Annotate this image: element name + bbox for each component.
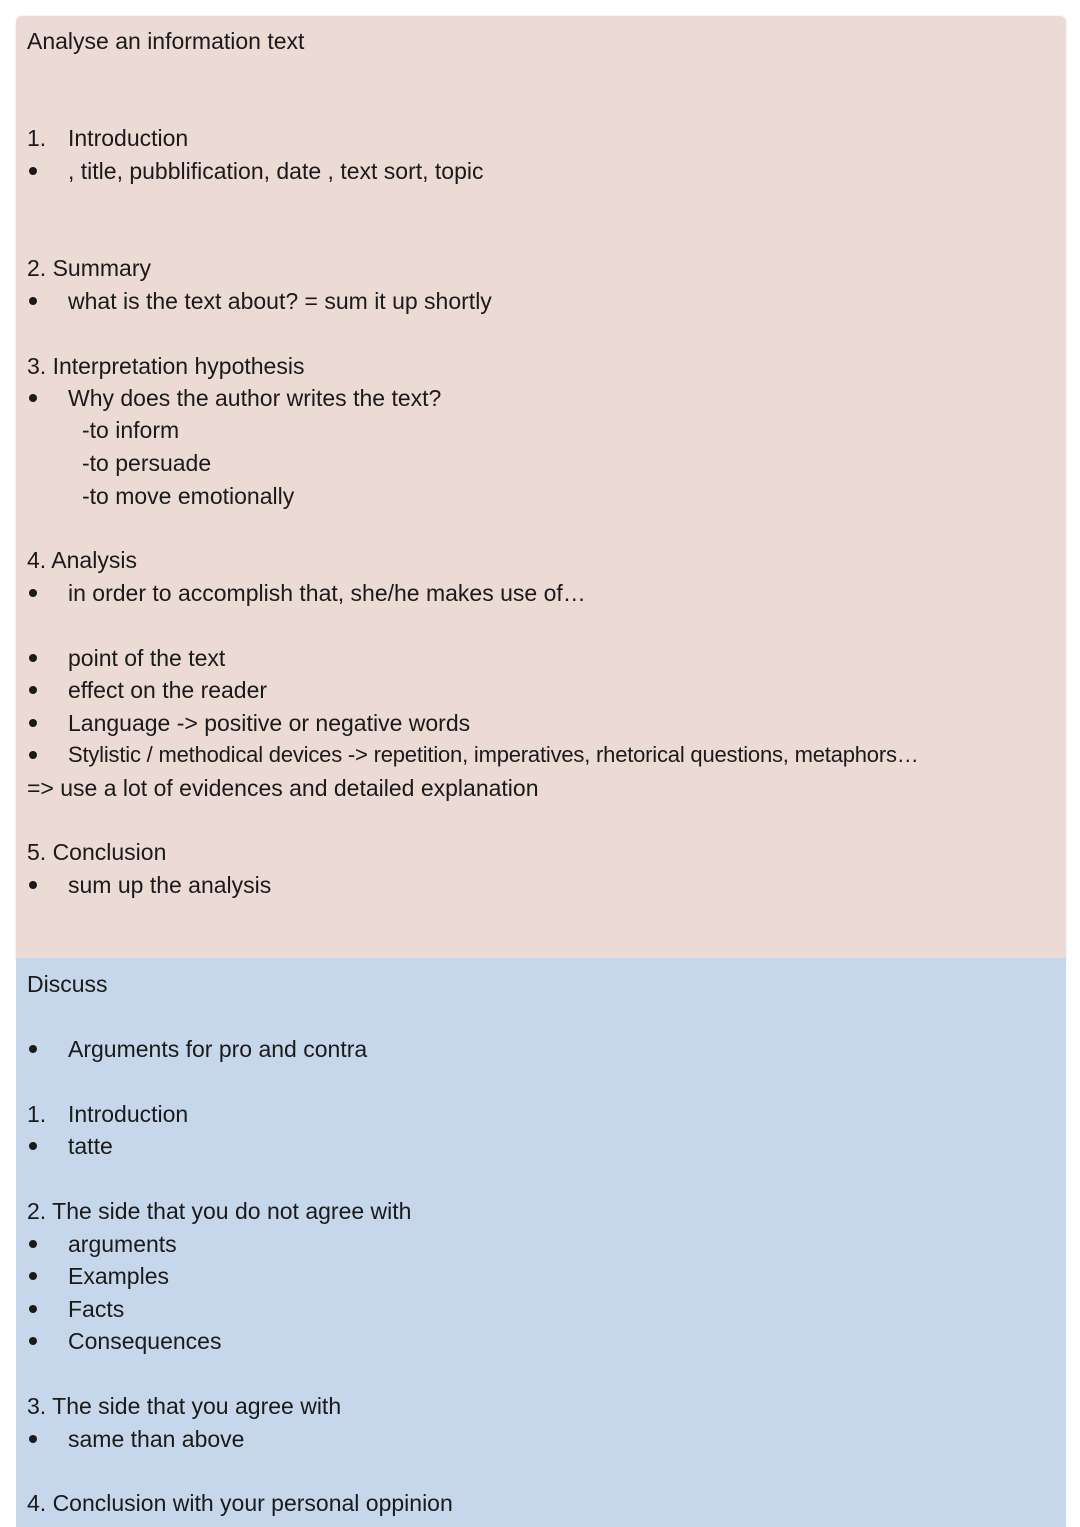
bullet-icon [27,1294,41,1324]
discuss-conclusion-heading: 4. Conclusion with your personal oppinion [27,1490,453,1516]
discuss-card [16,958,1066,1527]
agree-bullet: same than above [68,1426,245,1452]
bullet-icon [27,870,41,900]
conclusion-heading: 5. Conclusion [27,839,167,865]
summary-heading: 2. Summary [27,255,151,281]
analyse-card [16,16,1066,960]
analysis-point: Language -> positive or negative words [68,710,471,736]
bullet-icon [27,675,41,705]
bullet-icon [27,1424,41,1454]
bullet-icon [27,1261,41,1291]
disagree-heading: 2. The side that you do not agree with [27,1198,412,1224]
discuss-bullet: Arguments for pro and contra [68,1036,368,1062]
bullet-icon [27,578,41,608]
bullet-icon [27,156,41,186]
bullet-icon [27,1229,41,1259]
bullet-icon [27,1326,41,1356]
interpretation-heading: 3. Interpretation hypothesis [27,353,305,379]
analysis-bullet: in order to accomplish that, she/he makes use of… [68,580,586,606]
intro-heading: Introduction [68,125,189,151]
intro-bullet: , title, pubblification, date , text sort, topic [68,158,484,184]
disagree-point: Facts [68,1296,125,1322]
bullet-icon [27,740,41,770]
analysis-point: point of the text [68,645,226,671]
agree-heading: 3. The side that you agree with [27,1393,342,1419]
bullet-icon [27,1131,41,1161]
disagree-point: Consequences [68,1328,222,1354]
interpretation-sub: -to move emotionally [82,483,295,509]
analysis-point: effect on the reader [68,677,268,703]
bullet-icon [27,383,41,413]
analysis-heading: 4. Analysis [27,547,137,573]
summary-bullet: what is the text about? = sum it up shortly [68,288,492,314]
disagree-point: Examples [68,1263,169,1289]
discuss-intro-heading: Introduction [68,1101,189,1127]
analysis-note: => use a lot of evidences and detailed explanation [27,775,539,801]
analyse-title: Analyse an information text [27,28,305,54]
interpretation-bullet: Why does the author writes the text? [68,385,442,411]
bullet-icon [27,643,41,673]
intro-number: 1. [27,125,47,151]
bullet-icon [27,1034,41,1064]
bullet-icon [27,708,41,738]
conclusion-bullet: sum up the analysis [68,872,272,898]
discuss-intro-number: 1. [27,1101,47,1127]
bullet-icon [27,286,41,316]
interpretation-sub: -to inform [82,417,180,443]
analysis-point: Stylistic / methodical devices -> repetition, imperatives, rhetorical questions, metaphors… [68,742,919,767]
disagree-point: arguments [68,1231,177,1257]
interpretation-sub: -to persuade [82,450,212,476]
discuss-intro-bullet: tatte [68,1133,113,1159]
discuss-title: Discuss [27,971,108,997]
